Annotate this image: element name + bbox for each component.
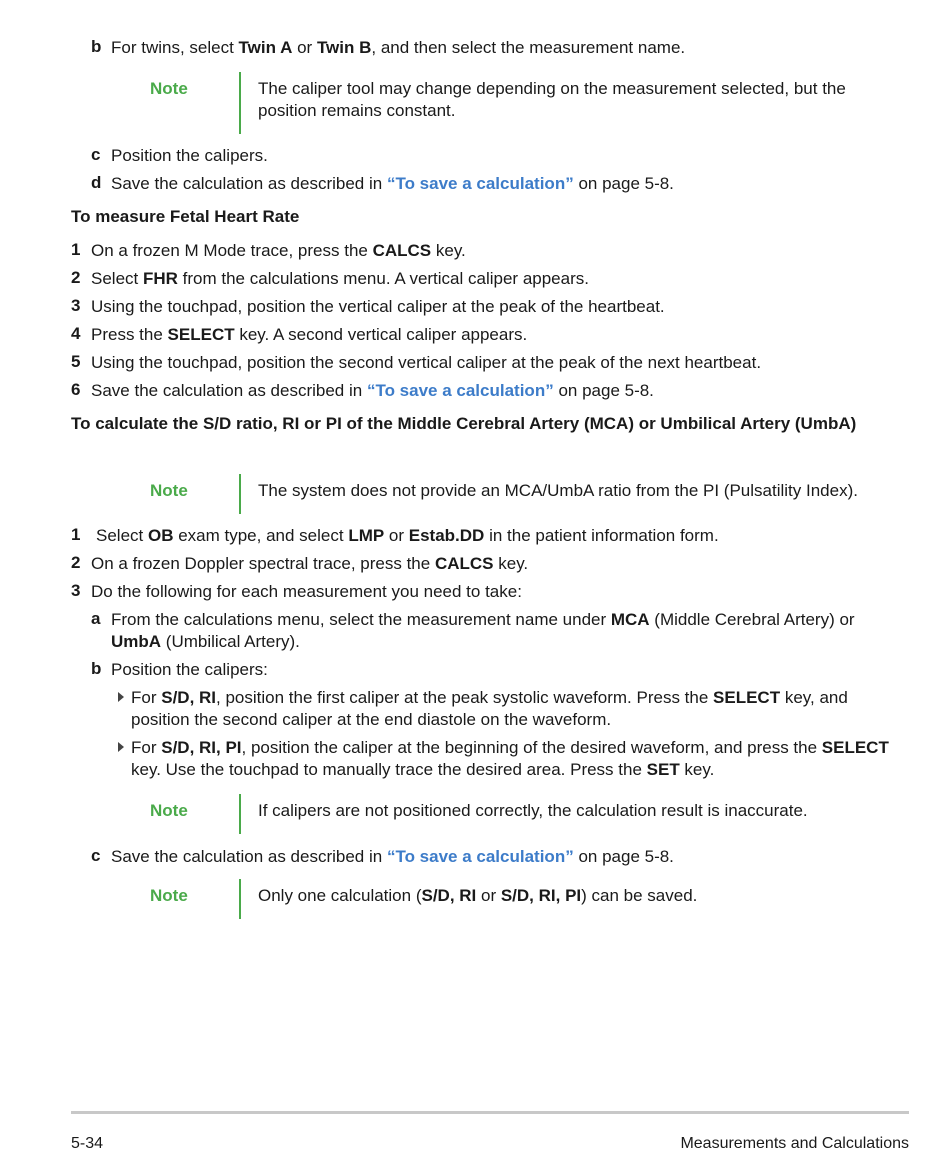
bullet-arrow-icon — [118, 692, 124, 702]
note-divider — [239, 72, 241, 134]
step-text: On a frozen M Mode trace, press the CALCS key. — [91, 241, 466, 260]
save-calculation-link[interactable]: “To save a calculation” — [386, 847, 574, 866]
bullet-text: For S/D, RI, PI, position the caliper at the beginning of the desired waveform, and press the SELECT key. Use the touchpad to manually trace the desired area. Press the SET key. — [131, 738, 889, 779]
step-text: Using the touchpad, position the vertical caliper at the peak of the heartbeat. — [91, 297, 665, 316]
step-marker: c — [91, 846, 101, 865]
note-text: The system does not provide an MCA/UmbA ratio from the PI (Pulsatility Index). — [258, 481, 858, 500]
note-divider — [239, 879, 241, 919]
bullet-arrow-icon — [118, 742, 124, 752]
step-text: Press the SELECT key. A second vertical caliper appears. — [91, 325, 528, 344]
footer-section-title: Measurements and Calculations — [680, 1135, 909, 1152]
step-text: Save the calculation as described in “To save a calculation” on page 5-8. — [111, 174, 674, 193]
step-text: From the calculations menu, select the measurement name under MCA (Middle Cerebral Artery) or UmbA (Umbilical Artery). — [111, 610, 855, 651]
note-text: Only one calculation (S/D, RI or S/D, RI, PI) can be saved. — [258, 886, 698, 905]
step-text: For twins, select Twin A or Twin B, and then select the measurement name. — [111, 38, 686, 57]
step-marker: d — [91, 173, 102, 192]
note-divider — [239, 474, 241, 514]
step-number: 1 — [71, 525, 81, 544]
step-number: 6 — [71, 380, 81, 399]
step-number: 2 — [71, 268, 81, 287]
step-text: Select OB exam type, and select LMP or Estab.DD in the patient information form. — [96, 526, 719, 545]
step-marker: b — [91, 659, 102, 678]
page-number: 5-34 — [71, 1135, 104, 1152]
step-text: Position the calipers. — [111, 146, 268, 165]
step-text: Select FHR from the calculations menu. A vertical caliper appears. — [91, 269, 589, 288]
step-number: 5 — [71, 352, 81, 371]
step-number: 3 — [71, 296, 81, 315]
note-divider — [239, 794, 241, 834]
step-number: 2 — [71, 553, 81, 572]
step-text: Save the calculation as described in “To save a calculation” on page 5-8. — [111, 847, 674, 866]
step-number: 3 — [71, 581, 81, 600]
section-heading-fhr: To measure Fetal Heart Rate — [71, 207, 300, 226]
save-calculation-link[interactable]: “To save a calculation” — [386, 174, 574, 193]
step-text: Save the calculation as described in “To save a calculation” on page 5-8. — [91, 381, 654, 400]
step-text: Do the following for each measurement you need to take: — [91, 582, 522, 601]
step-marker: b — [91, 37, 102, 56]
step-marker: a — [91, 609, 101, 628]
bullet-text: For S/D, RI, position the first caliper at the peak systolic waveform. Press the SELECT key, and position the second caliper at the end diastole on the waveform. — [131, 688, 848, 729]
footer-divider — [71, 1111, 909, 1114]
step-marker: c — [91, 145, 101, 164]
section-heading-sd-ratio: To calculate the S/D ratio, RI or PI of the Middle Cerebral Artery (MCA) or Umbilical Artery (UmbA) — [71, 414, 857, 433]
note-label: Note — [150, 801, 188, 820]
note-label: Note — [150, 79, 188, 98]
step-number: 1 — [71, 240, 81, 259]
step-text: On a frozen Doppler spectral trace, press the CALCS key. — [91, 554, 529, 573]
save-calculation-link[interactable]: “To save a calculation” — [366, 381, 554, 400]
step-text: Using the touchpad, position the second vertical caliper at the peak of the next heartbeat. — [91, 353, 762, 372]
note-text: If calipers are not positioned correctly, the calculation result is inaccurate. — [258, 801, 808, 820]
note-text: The caliper tool may change depending on the measurement selected, but the position remains constant. — [258, 79, 846, 120]
step-text: Position the calipers: — [111, 660, 268, 679]
note-label: Note — [150, 886, 188, 905]
note-label: Note — [150, 481, 188, 500]
step-number: 4 — [71, 324, 81, 343]
